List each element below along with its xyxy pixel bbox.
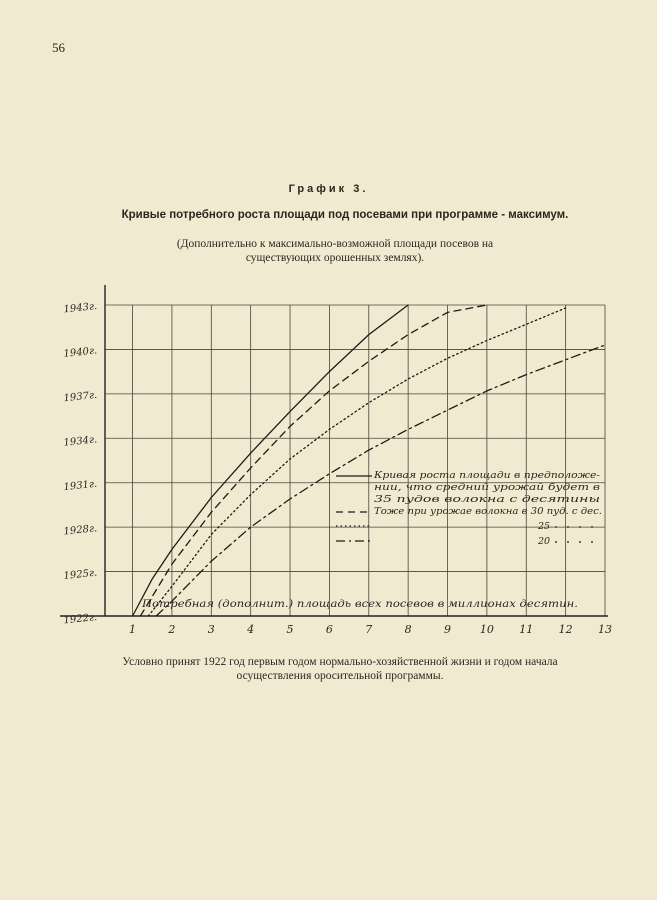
y-tick-label: 1925г. (63, 567, 98, 583)
y-tick-label: 1937г. (63, 389, 98, 405)
y-tick-label: 1943г. (63, 301, 98, 316)
y-tick-label: 1934г. (63, 434, 98, 449)
x-tick-label: 11 (519, 623, 534, 636)
x-tick-label: 8 (404, 623, 412, 636)
x-tick-label: 12 (558, 623, 573, 636)
y-tick-label: 1940г. (63, 345, 98, 360)
legend-text-4: 20 (538, 536, 551, 547)
legend-text-line-2: нии, что средний урожай будет в (374, 482, 601, 493)
x-tick-label: 9 (444, 623, 452, 636)
note-line-2: существующих орошенных землях). (245, 252, 425, 264)
x-tick-label: 3 (207, 623, 215, 636)
chart-subtitle: Кривые потребного роста площади под посевами при программе - максимум. (121, 209, 569, 221)
x-tick-label: 10 (479, 623, 494, 636)
x-tick-label: 4 (247, 623, 255, 636)
y-tick-label: 1928г. (63, 523, 98, 538)
x-tick-label: 6 (325, 623, 333, 636)
footnote-line-1: Условно принят 1922 год первым годом нормально-хозяйственной жизни и годом начала (122, 656, 558, 668)
x-tick-label: 5 (286, 623, 294, 636)
y-tick-label: 1922г. (63, 612, 98, 627)
series-line-2 (140, 305, 487, 616)
page-number: 56 (52, 40, 65, 55)
legend-text-line-1: Кривая роста площади в предположе- (372, 470, 600, 481)
x-tick-label: 2 (168, 623, 176, 636)
chart-footnote (60, 655, 620, 683)
x-axis-label: Потребная (дополнит.) площадь всех посевов в миллионах десятин. (140, 598, 578, 610)
y-tick-label: 1931г. (63, 478, 98, 494)
x-tick-label: 7 (365, 623, 373, 636)
series-line-3 (148, 308, 565, 616)
series-line-1 (133, 305, 409, 616)
legend-text-2: Тоже при урожае волокна в 30 пуд. с дес. (374, 506, 602, 517)
legend-text-line-3: 35 пудов волокна с десятины (374, 494, 601, 505)
legend-text-3: 25 (538, 521, 551, 532)
x-tick-label: 13 (598, 623, 612, 636)
note-line-1: (Дополнительно к максимально-возможной площади посевов на (176, 238, 494, 250)
footnote-line-2: осуществления оросительной программы. (236, 670, 444, 682)
chart-title: График 3. (288, 183, 369, 195)
x-tick-label: 1 (129, 623, 137, 636)
